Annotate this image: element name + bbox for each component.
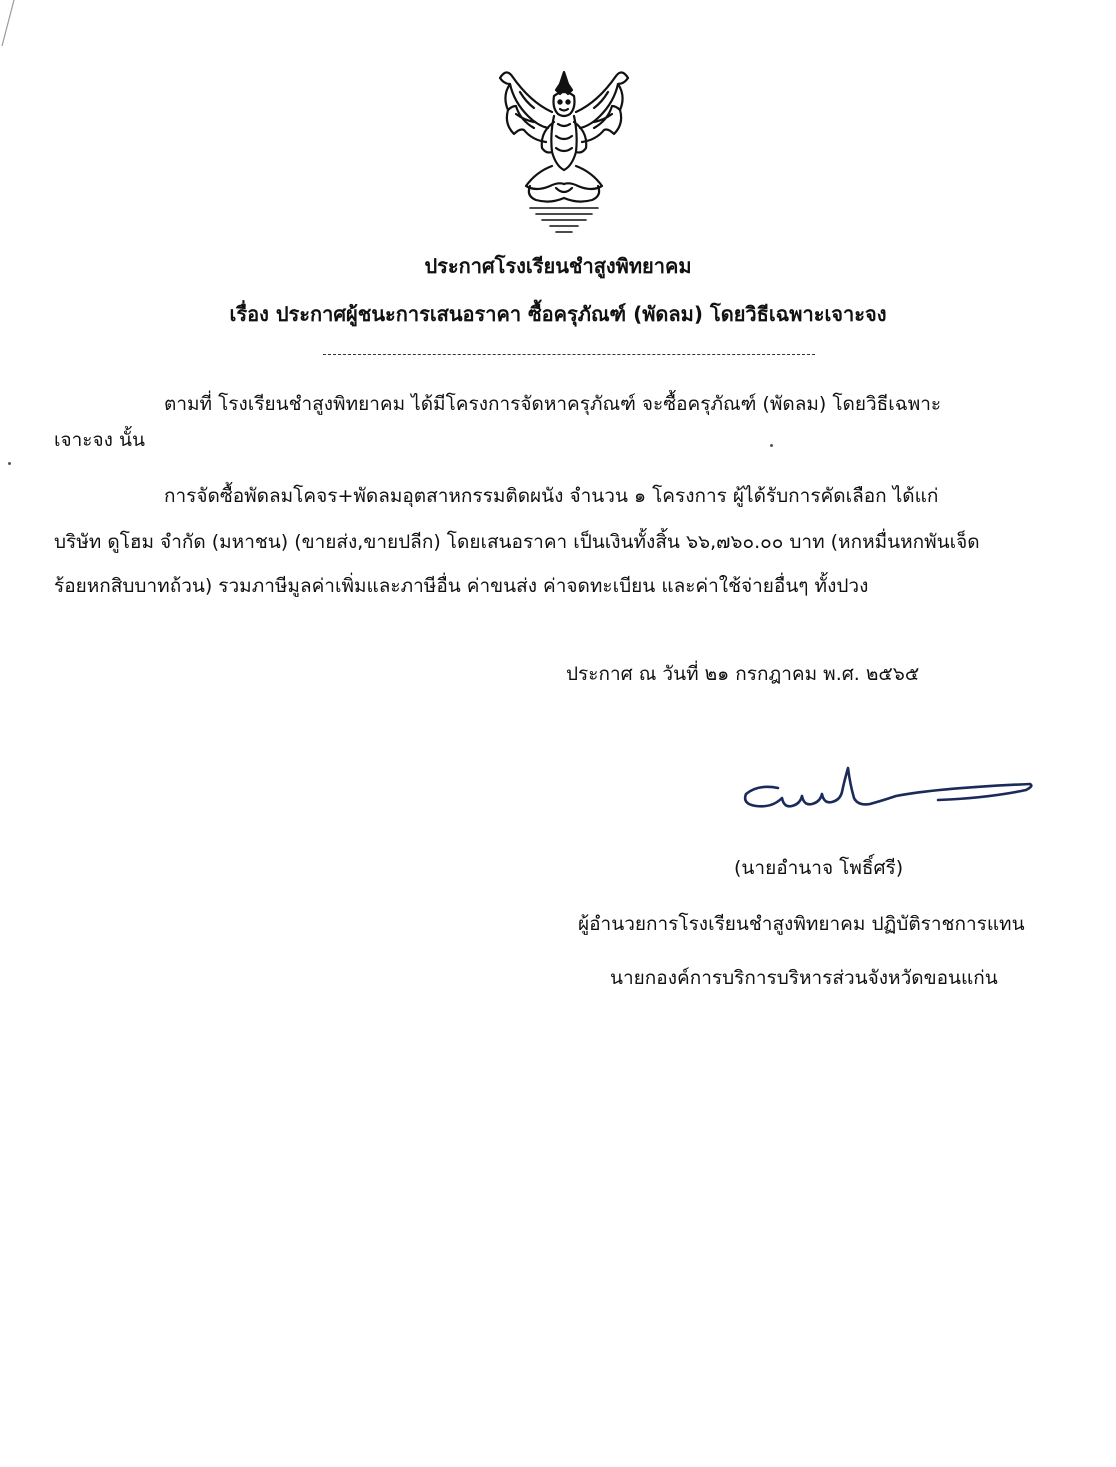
announcement-title: ประกาศโรงเรียนชำสูงพิทยาคม bbox=[424, 254, 692, 278]
paragraph-2-line-2: บริษัท ดูโฮม จำกัด (มหาชน) (ขายส่ง,ขายปลีก) โดยเสนอราคา เป็นเงินทั้งสิ้น ๖๖,๗๖๐.๐๐ บาท (หกหมื่นหกพันเจ็ด bbox=[54, 531, 980, 553]
garuda-emblem-icon bbox=[490, 62, 638, 238]
signatory-name: (นายอำนาจ โพธิ์ศรี) bbox=[734, 857, 904, 879]
paragraph-1-line-2: เจาะจง นั้น bbox=[54, 429, 145, 451]
paragraph-1-line-1: ตามที่ โรงเรียนชำสูงพิทยาคม ได้มีโครงการจัดหาครุภัณฑ์ จะซื้อครุภัณฑ์ (พัดลม) โดยวิธีเฉพาะ bbox=[164, 393, 942, 415]
handwritten-signature bbox=[738, 754, 1038, 816]
signatory-position-line-2: นายกองค์การบริการบริหารส่วนจังหวัดขอนแก่น bbox=[610, 967, 998, 989]
paragraph-2-line-3: ร้อยหกสิบบาทถ้วน) รวมภาษีมูลค่าเพิ่มและภาษีอื่น ค่าขนส่ง ค่าจดทะเบียน และค่าใช้จ่ายอื่นๆ ทั้งปวง bbox=[54, 575, 869, 597]
dashed-divider bbox=[323, 354, 815, 355]
signatory-position-line-1: ผู้อำนวยการโรงเรียนชำสูงพิทยาคม ปฏิบัติราชการแทน bbox=[578, 913, 1025, 935]
scan-speck bbox=[8, 462, 11, 465]
scan-edge-mark bbox=[0, 0, 20, 50]
paragraph-2-line-1: การจัดซื้อพัดลมโคจร+พัดลมอุตสาหกรรมติดผนัง จำนวน ๑ โครงการ ผู้ได้รับการคัดเลือก ได้แก่ bbox=[164, 485, 939, 507]
announcement-date: ประกาศ ณ วันที่ ๒๑ กรกฎาคม พ.ศ. ๒๕๖๕ bbox=[566, 663, 920, 685]
scan-speck bbox=[770, 444, 773, 447]
announcement-subject: เรื่อง ประกาศผู้ชนะการเสนอราคา ซื้อครุภัณฑ์ (พัดลม) โดยวิธีเฉพาะเจาะจง bbox=[229, 302, 887, 326]
